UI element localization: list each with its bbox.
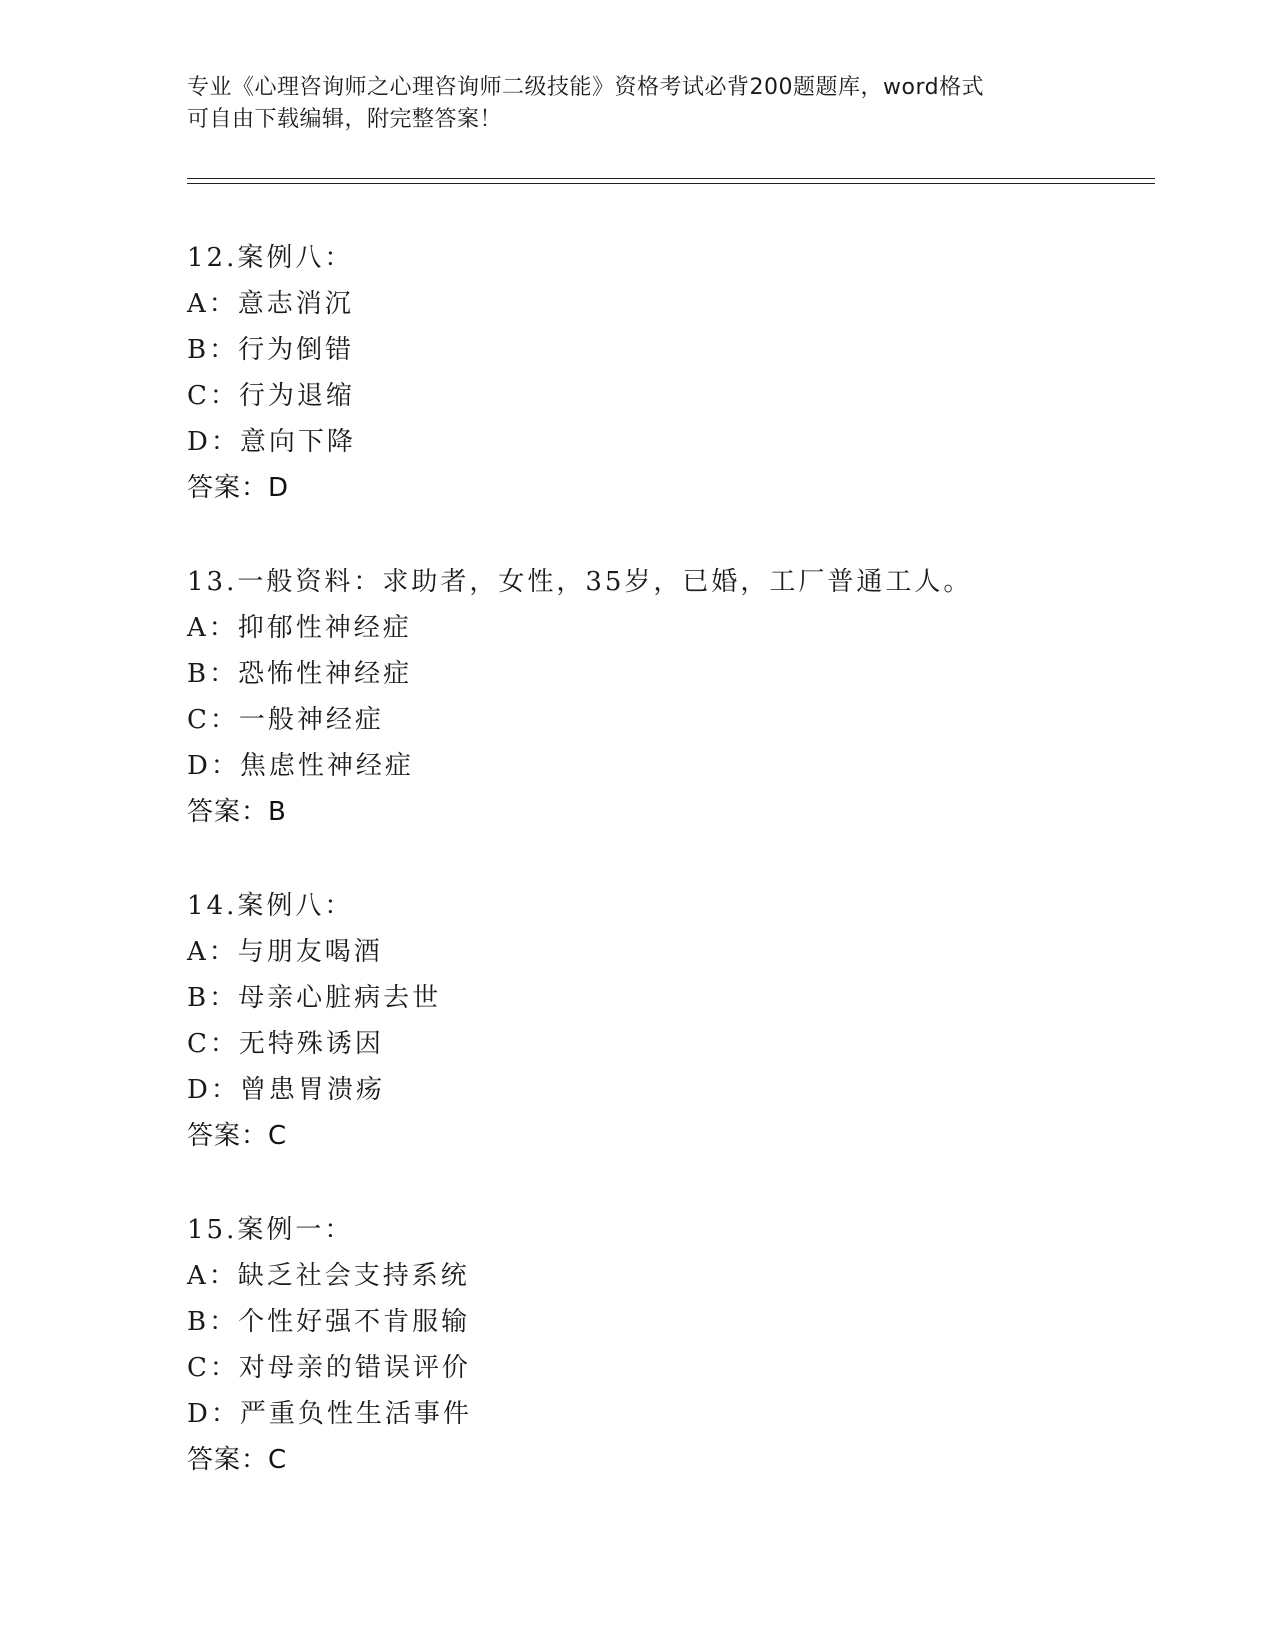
question-stem: 12.案例八： <box>187 243 354 273</box>
question-stem: 15.案例一： <box>187 1215 354 1245</box>
answer-line: 答案：C <box>187 1445 288 1475</box>
option-c: C：行为退缩 <box>187 381 355 411</box>
answer-line: 答案：C <box>187 1121 288 1151</box>
question-12 <box>187 235 1087 511</box>
option-d: D：曾患胃溃疡 <box>187 1075 385 1105</box>
option-b: B：母亲心脏病去世 <box>187 983 442 1013</box>
question-stem: 13.一般资料：求助者，女性，35岁，已婚，工厂普通工人。 <box>187 567 973 597</box>
question-15 <box>187 1207 1087 1483</box>
option-c: C：一般神经症 <box>187 705 384 735</box>
answer-line: 答案：B <box>187 797 287 827</box>
option-a: A：缺乏社会支持系统 <box>187 1261 470 1291</box>
question-13 <box>187 559 1087 835</box>
option-d: D：焦虑性神经症 <box>187 751 414 781</box>
option-b: B：个性好强不肯服输 <box>187 1307 471 1337</box>
answer-line: 答案：D <box>187 473 290 503</box>
document-header <box>187 72 1087 136</box>
question-list <box>187 235 1087 1531</box>
option-b: B：恐怖性神经症 <box>187 659 413 689</box>
option-a: A：抑郁性神经症 <box>187 613 412 643</box>
header-divider-top <box>187 178 1155 179</box>
header-title-line-2: 可自由下载编辑，附完整答案！ <box>187 107 503 132</box>
question-14 <box>187 883 1087 1159</box>
option-a: A：意志消沉 <box>187 289 354 319</box>
option-c: C：无特殊诱因 <box>187 1029 384 1059</box>
option-a: A：与朋友喝酒 <box>187 937 383 967</box>
option-d: D：意向下降 <box>187 427 356 457</box>
option-c: C：对母亲的错误评价 <box>187 1353 471 1383</box>
question-stem: 14.案例八： <box>187 891 354 921</box>
header-title-line-1: 专业《心理咨询师之心理咨询师二级技能》资格考试必背200题题库，word格式 <box>187 75 985 100</box>
option-d: D：严重负性生活事件 <box>187 1399 472 1429</box>
option-b: B：行为倒错 <box>187 335 355 365</box>
header-divider-bottom <box>187 183 1155 184</box>
